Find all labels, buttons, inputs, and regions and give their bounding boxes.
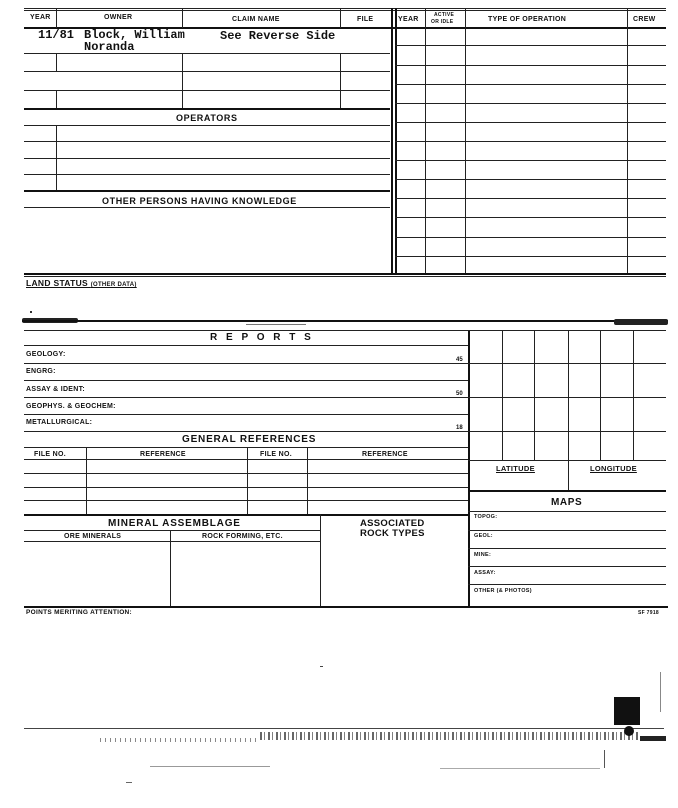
col-ore-minerals: ORE MINERALS [64,533,122,540]
longitude-label: LONGITUDE [590,464,637,473]
maps-mine: MINE: [474,552,492,558]
report-geology-num: 45 [456,357,463,363]
general-references-title: GENERAL REFERENCES [182,434,317,445]
form-number: SF 7918 [638,610,660,616]
mineral-assemblage-title: MINERAL ASSEMBLAGE [108,518,241,529]
other-persons-label: OTHER PERSONS HAVING KNOWLEDGE [102,196,297,206]
header-claim-name: CLAIM NAME [232,16,280,23]
report-metallurgical-num: 18 [456,425,463,431]
report-geophys-geochem: GEOPHYS. & GEOCHEM: [26,403,116,410]
col-reference-2: REFERENCE [362,451,408,458]
footer-rule [24,606,668,608]
land-status-label: LAND STATUS (OTHER DATA) [26,278,137,288]
maps-other-photos: OTHER (& PHOTOS) [474,588,532,594]
report-engrg: ENGRG: [26,368,56,375]
col-file-no-2: FILE NO. [260,451,292,458]
header-active: ACTIVE [434,12,455,18]
maps-topog: TOPOG: [474,514,498,520]
header-type-of-operation: TYPE OF OPERATION [488,16,567,23]
header-file: FILE [357,16,374,23]
header-year-2: YEAR [398,16,419,23]
entry-claim-name: See Reverse Side [220,29,336,43]
operators-label: OPERATORS [176,113,238,123]
header-owner: OWNER [104,14,133,21]
header-or-idle: OR IDLE [431,19,454,25]
entry-owner: Block, William [84,28,185,42]
header-year: YEAR [30,14,51,21]
report-assay-num: 50 [456,391,463,397]
maps-title: MAPS [551,497,583,508]
latitude-label: LATITUDE [496,464,535,473]
associated-label: ASSOCIATED [360,518,425,529]
maps-assay: ASSAY: [474,570,496,576]
report-metallurgical: METALLURGICAL: [26,419,93,426]
reports-title: R E P O R T S [210,332,314,343]
points-meriting-label: POINTS MERITING ATTENTION: [26,609,133,616]
col-rock-forming: ROCK FORMING, ETC. [202,533,283,540]
col-reference: REFERENCE [140,451,186,458]
entry-owner-company: Noranda [84,40,135,54]
header-crew: CREW [633,16,656,23]
report-assay-ident: ASSAY & IDENT: [26,386,86,393]
maps-geol: GEOL: [474,533,493,539]
col-file-no: FILE NO. [34,451,66,458]
report-geology: GEOLOGY: [26,351,66,358]
entry-year: 11/81 [38,28,75,42]
rock-types-label: ROCK TYPES [360,528,425,539]
